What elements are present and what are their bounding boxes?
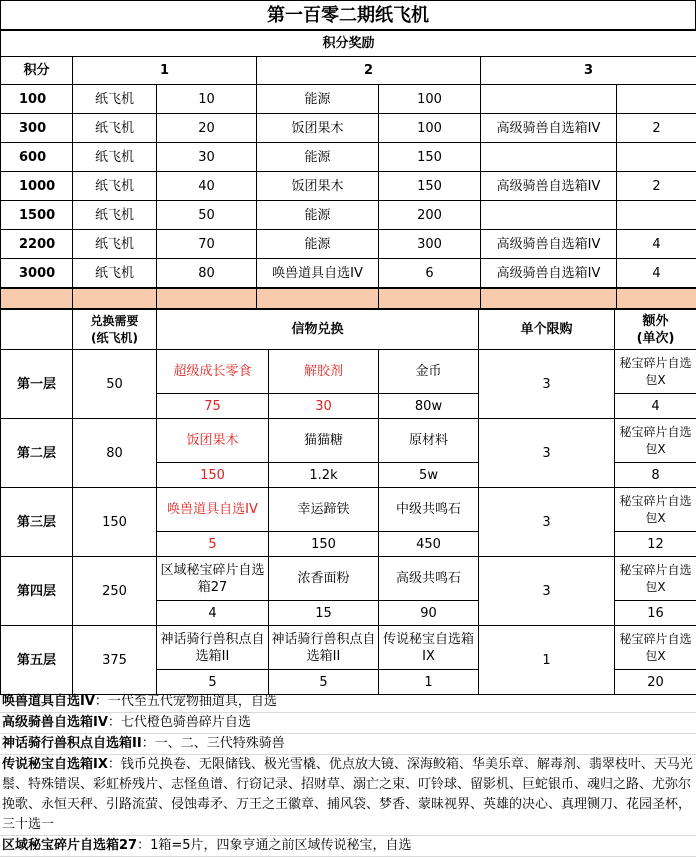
exchange-item-qty: 30 [269,394,379,419]
col-header-points: 积分 [1,57,73,85]
layer-cost: 150 [73,488,157,557]
exchange-item-name: 区域秘宝碎片自选箱27 [157,557,269,601]
exchange-item-name: 原材料 [379,419,479,463]
page-title: 第一百零二期纸飞机 [0,0,696,30]
notes [0,692,696,857]
exchange-item-qty: 15 [269,601,379,626]
reward-3-item [481,201,617,230]
reward-1-qty: 10 [157,85,257,114]
note-key: 高级骑兽自选箱IV [2,715,108,730]
reward-2-item: 能源 [257,230,379,259]
extra-item-qty: 4 [615,394,696,419]
extra-item-qty: 16 [615,601,696,626]
table-row [1,172,696,201]
extra-item-qty: 8 [615,463,696,488]
note-text: ：七代橙色骑兽碎片自选 [108,715,251,730]
note-line [0,734,696,755]
extra-item-name: 秘宝碎片自选包X [615,557,696,601]
table-row [1,626,696,670]
reward-3-qty: 2 [617,114,696,143]
layer-name: 第五层 [1,626,73,695]
reward-1-qty: 80 [157,259,257,288]
exchange-item-name: 浓香面粉 [269,557,379,601]
layer-name: 第三层 [1,488,73,557]
table-row [1,488,696,532]
reward-2-item: 能源 [257,143,379,172]
note-key: 神话骑行兽积点自选箱II [2,736,142,751]
note-line [0,836,696,857]
extra-item-qty: 20 [615,670,696,695]
points-cell: 300 [1,114,73,143]
exchange-item-qty: 150 [157,463,269,488]
reward-2-item: 饭团果木 [257,172,379,201]
reward-2-qty: 100 [379,114,481,143]
table-row [1,557,696,601]
exchange-item-name: 解胶剂 [269,350,379,394]
reward-3-item: 高级骑兽自选箱IV [481,172,617,201]
table-row [1,350,696,394]
table-row [1,201,696,230]
exchange-item-name: 传说秘宝自选箱IX [379,626,479,670]
table-row [1,419,696,463]
layer-cost: 80 [73,419,157,488]
table-row [1,230,696,259]
reward-3-qty: 4 [617,230,696,259]
table-row [1,114,696,143]
separator-row [0,288,696,309]
layer-limit: 3 [479,419,615,488]
extra-item-name: 秘宝碎片自选包X [615,350,696,394]
exchange-item-qty: 80w [379,394,479,419]
note-text: ：钱币兑换卷、无限储钱、极光雪橇、优点放大镜、深海鲛箱、华美乐章、解毒剂、翡翠枝叶、天马光鬃、特殊错误、彩虹桥残片、志怪鱼谱、行窃记录、招财草、溺亡之束、叮铃球、留影机、巨蛇银币、魂归之路、尤弥尔挽歌、永恒天秤、引路流萤、侵蚀毒矛、万王之王徽章、捕风袋、梦香、蒙昧视界、英雄的决心、真理铡刀、花园圣杯，三十选一 [2,757,693,832]
points-cell: 3000 [1,259,73,288]
note-line [0,713,696,734]
extra-item-name: 秘宝碎片自选包X [615,626,696,670]
reward-3-item: 高级骑兽自选箱IV [481,259,617,288]
exchange-item-qty: 5 [157,670,269,695]
reward-3-item [481,85,617,114]
note-key: 唤兽道具自选IV [2,694,95,709]
reward-2-item: 能源 [257,201,379,230]
reward-1-qty: 50 [157,201,257,230]
reward-1-item: 纸飞机 [73,172,157,201]
points-cell: 2200 [1,230,73,259]
exchange-item-name: 神话骑行兽积点自选箱II [157,626,269,670]
exchange-item-name: 金币 [379,350,479,394]
layer-limit: 3 [479,488,615,557]
points-cell: 600 [1,143,73,172]
section-header-points-reward: 积分奖励 [1,31,696,57]
note-key: 传说秘宝自选箱IX [2,757,108,772]
exchange-item-qty: 5w [379,463,479,488]
exchange-item-qty: 75 [157,394,269,419]
exchange-item-name: 唤兽道具自选IV [157,488,269,532]
exchange-item-qty: 5 [269,670,379,695]
col-header-exchange: 信物兑换 [157,310,479,350]
reward-3-qty [617,201,696,230]
exchange-item-name: 猫猫糖 [269,419,379,463]
layer-limit: 1 [479,626,615,695]
reward-3-qty [617,143,696,172]
reward-2-qty: 200 [379,201,481,230]
reward-3-qty: 2 [617,172,696,201]
col-header-3: 3 [481,57,696,85]
reward-1-qty: 30 [157,143,257,172]
reward-3-item: 高级骑兽自选箱IV [481,114,617,143]
layer-cost: 50 [73,350,157,419]
reward-2-qty: 150 [379,143,481,172]
exchange-item-qty: 4 [157,601,269,626]
table-row [1,85,696,114]
reward-2-qty: 300 [379,230,481,259]
note-text: ：一代至五代宠物抽道具，自选 [95,694,277,709]
layer-name: 第四层 [1,557,73,626]
layer-name: 第二层 [1,419,73,488]
points-cell: 100 [1,85,73,114]
extra-item-qty: 12 [615,532,696,557]
reward-1-qty: 20 [157,114,257,143]
reward-3-qty: 4 [617,259,696,288]
reward-1-item: 纸飞机 [73,85,157,114]
exchange-item-qty: 150 [269,532,379,557]
reward-2-item: 能源 [257,85,379,114]
exchange-item-qty: 450 [379,532,479,557]
reward-1-item: 纸飞机 [73,143,157,172]
note-line [0,755,696,836]
reward-2-qty: 100 [379,85,481,114]
points-reward-table [0,30,696,288]
reward-3-item: 高级骑兽自选箱IV [481,230,617,259]
reward-3-item [481,143,617,172]
exchange-item-name: 幸运蹄铁 [269,488,379,532]
exchange-item-name: 神话骑行兽积点自选箱II [269,626,379,670]
reward-2-qty: 150 [379,172,481,201]
extra-item-name: 秘宝碎片自选包X [615,488,696,532]
reward-1-qty: 40 [157,172,257,201]
exchange-item-qty: 5 [157,532,269,557]
note-text: ：一、二、三代特殊骑兽 [142,736,285,751]
exchange-table [0,309,696,695]
col-header-limit: 单个限购 [479,310,615,350]
reward-1-item: 纸飞机 [73,201,157,230]
extra-item-name: 秘宝碎片自选包X [615,419,696,463]
layer-cost: 250 [73,557,157,626]
reward-2-item: 饭团果木 [257,114,379,143]
exchange-item-name: 饭团果木 [157,419,269,463]
exchange-item-name: 高级共鸣石 [379,557,479,601]
reward-1-qty: 70 [157,230,257,259]
col-header-cost: 兑换需要 (纸飞机) [73,310,157,350]
table-row [1,259,696,288]
exchange-item-name: 超级成长零食 [157,350,269,394]
table-row [1,143,696,172]
reward-3-qty [617,85,696,114]
layer-name: 第一层 [1,350,73,419]
exchange-item-name: 中级共鸣石 [379,488,479,532]
reward-2-item: 唤兽道具自选IV [257,259,379,288]
reward-1-item: 纸飞机 [73,259,157,288]
layer-limit: 3 [479,557,615,626]
points-cell: 1000 [1,172,73,201]
layer-cost: 375 [73,626,157,695]
exchange-item-qty: 1 [379,670,479,695]
reward-2-qty: 6 [379,259,481,288]
col-header-1: 1 [73,57,257,85]
note-key: 区域秘宝碎片自选箱27 [2,838,137,853]
layer-limit: 3 [479,350,615,419]
note-text: ：1箱=5片，四象亨通之前区域传说秘宝，自选 [137,838,411,853]
note-line [0,692,696,713]
exchange-item-qty: 1.2k [269,463,379,488]
col-header-extra: 额外 (单次) [615,310,696,350]
col-header-2: 2 [257,57,481,85]
points-cell: 1500 [1,201,73,230]
reward-1-item: 纸飞机 [73,230,157,259]
exchange-item-qty: 90 [379,601,479,626]
reward-1-item: 纸飞机 [73,114,157,143]
